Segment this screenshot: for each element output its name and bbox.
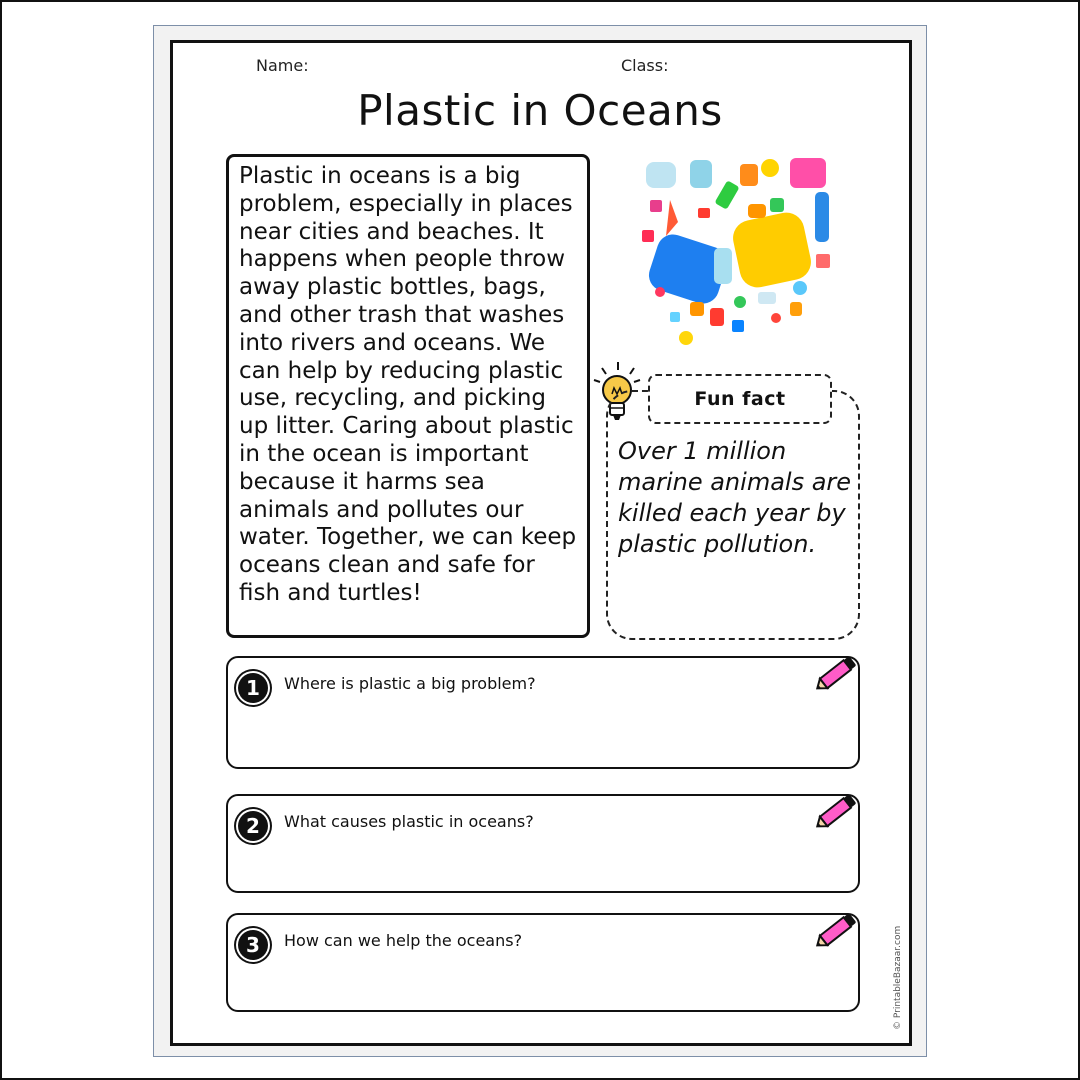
question-box-3[interactable] bbox=[226, 913, 860, 1012]
pencil-icon bbox=[812, 650, 862, 696]
pencil-icon bbox=[812, 788, 862, 834]
question-box-2[interactable] bbox=[226, 794, 860, 893]
question-number-3: 3 bbox=[238, 930, 268, 960]
question-text-3: How can we help the oceans? bbox=[284, 931, 523, 950]
fun-fact-heading: Fun fact bbox=[648, 374, 832, 424]
question-box-1[interactable] bbox=[226, 656, 860, 769]
reading-passage-box bbox=[226, 154, 590, 638]
question-text-1: Where is plastic a big problem? bbox=[284, 674, 536, 693]
plastic-items-image bbox=[640, 152, 850, 352]
question-number-1: 1 bbox=[238, 673, 268, 703]
pencil-icon bbox=[812, 907, 862, 953]
class-label: Class: bbox=[621, 56, 669, 75]
page-title: Plastic in Oceans bbox=[357, 86, 723, 135]
credit-text: © PrintableBazaar.com bbox=[893, 925, 903, 1030]
question-text-2: What causes plastic in oceans? bbox=[284, 812, 534, 831]
reading-passage: Plastic in oceans is a big problem, especially in places near cities and beaches. It happens when people throw away plastic bottles, bags, and other trash that washes into rivers and oceans. We can help by reducing plastic use, recycling, and picking up litter. Caring about plastic in the ocean is important because it harms sea animals and pollutes our water. Together, we can keep oceans clean and safe for fish and turtles! bbox=[239, 163, 577, 606]
question-number-2: 2 bbox=[238, 811, 268, 841]
fun-fact-text: Over 1 million marine animals are killed each year by plastic pollution. bbox=[618, 437, 852, 558]
name-label: Name: bbox=[256, 56, 309, 75]
